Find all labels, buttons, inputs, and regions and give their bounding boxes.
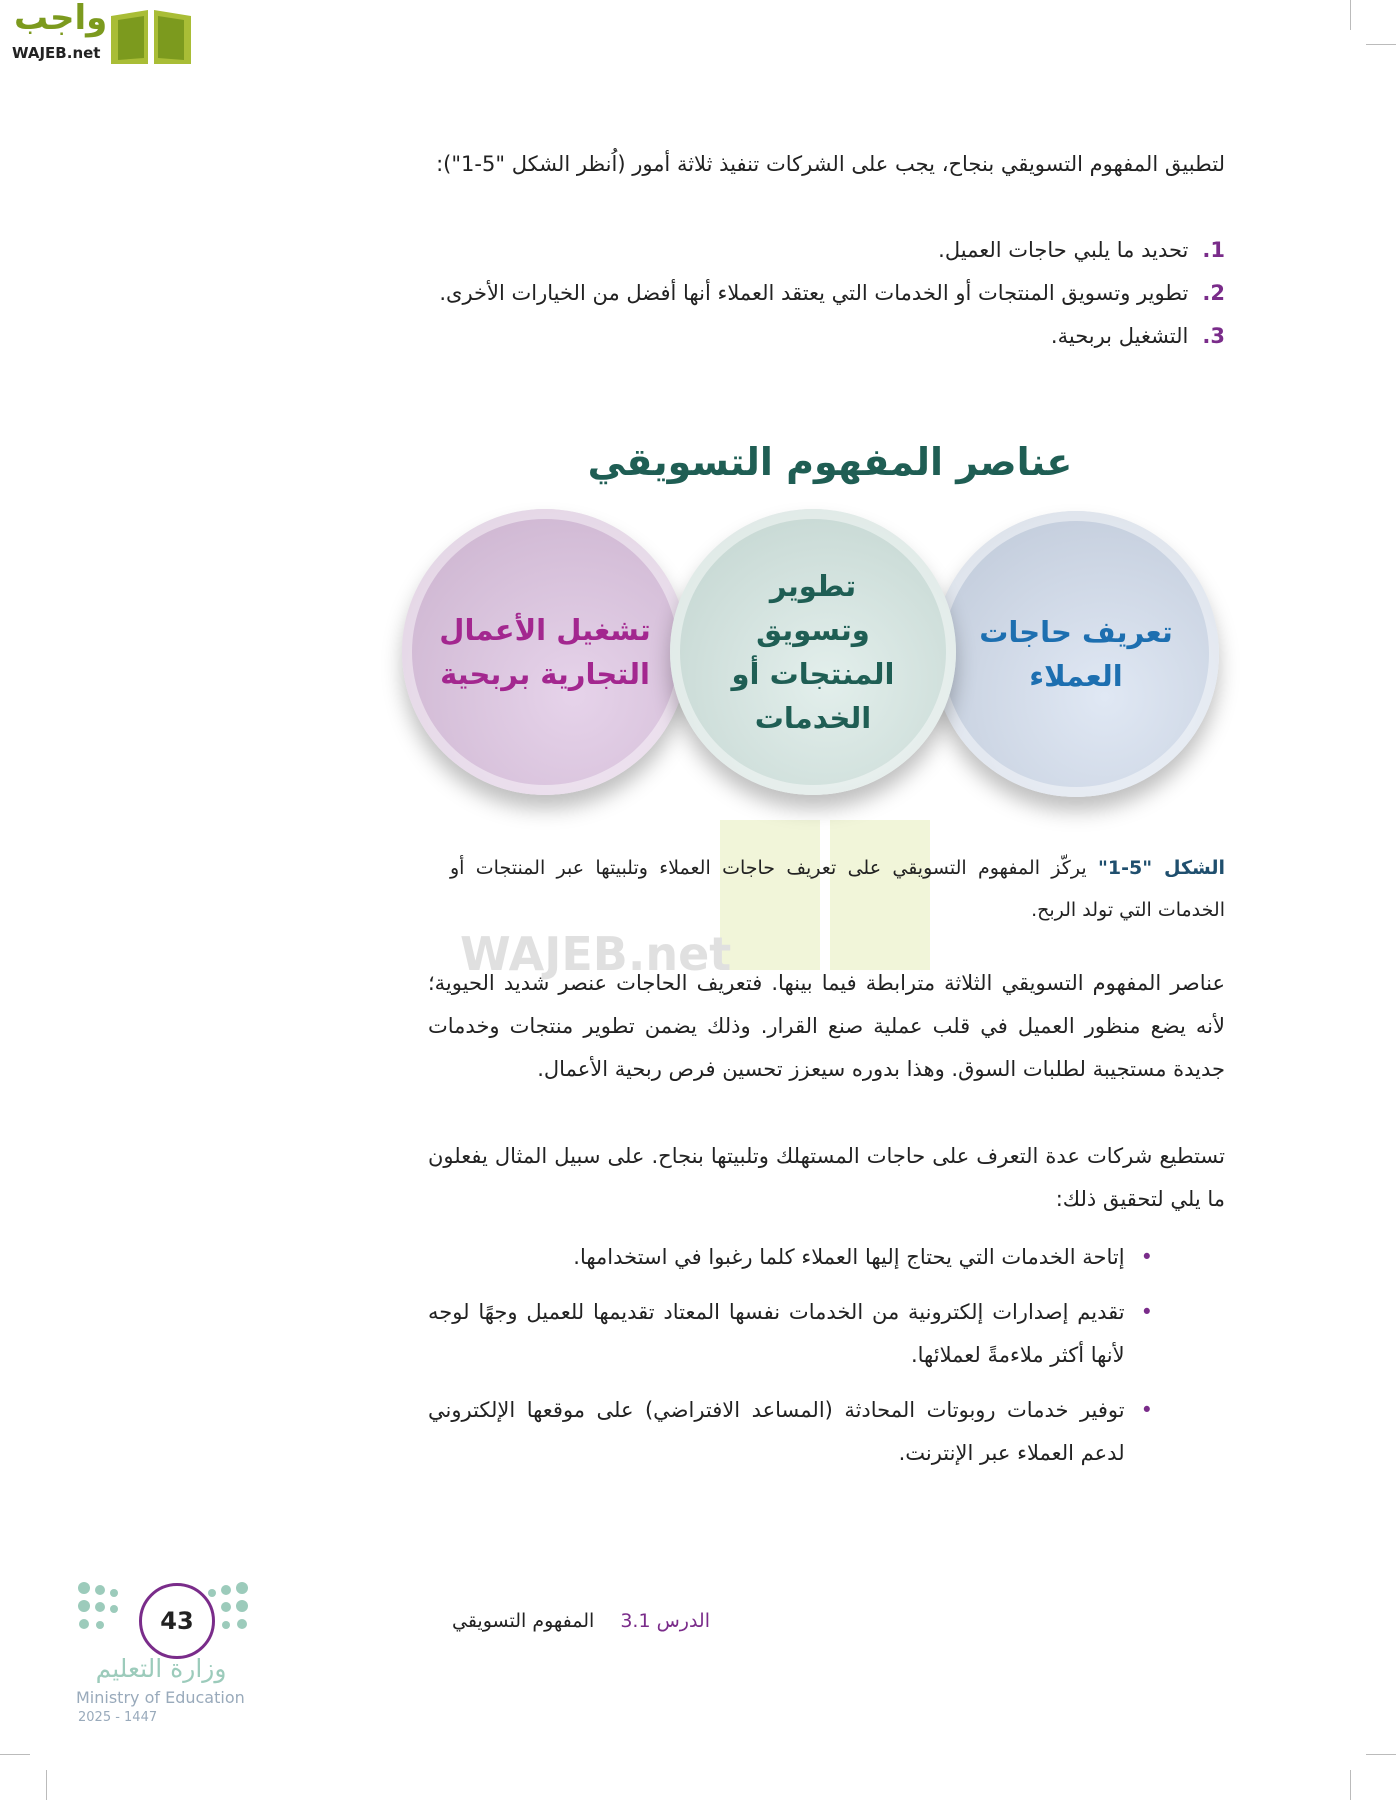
bullet-text: تقديم إصدارات إلكترونية من الخدمات نفسها المعتاد تقديمها للعميل وجهًا لوجه لأنها أكثر ملاءمةً لعملائها.	[428, 1300, 1125, 1367]
crop-mark	[1366, 1754, 1396, 1755]
item-number: 2.	[1202, 281, 1225, 305]
ministry-arabic: وزارة التعليم	[95, 1654, 227, 1683]
logo-arabic: واجب	[14, 0, 108, 38]
crop-mark	[46, 1770, 47, 1800]
bullet-icon: •	[1140, 1398, 1153, 1422]
wajeb-logo[interactable]	[8, 2, 193, 68]
item-number: 1.	[1202, 238, 1225, 262]
ministry-year: 2025 - 1447	[78, 1710, 158, 1725]
body-paragraph-1: عناصر المفهوم التسويقي الثلاثة مترابطة فيما بينها. فتعريف الحاجات عنصر شديد الحيوية؛ لأنه يضع منظور العميل في قلب عملية صنع القرار. وذلك يضمن تطوير منتجات وخدمات جديدة مستجيبة لطلبات السوق. وهذا بدوره سيعزز تحسين فرص ربحية الأعمال.	[428, 971, 1225, 1081]
figure-caption	[450, 847, 1225, 931]
caption-text: يركّز المفهوم التسويقي على تعريف حاجات العملاء وتلبيتها عبر المنتجات أو الخدمات التي تولد الربح.	[450, 857, 1225, 921]
list-item	[428, 315, 1225, 358]
svg-text:WAJEB.net: WAJEB.net	[460, 927, 732, 981]
ministry-logo	[76, 1580, 251, 1730]
book-icon	[106, 6, 196, 66]
circle-profitability: تشغيل الأعمال التجارية بربحية	[402, 509, 688, 795]
page-number: 43	[139, 1583, 215, 1659]
list-item	[428, 229, 1225, 272]
figure-title: عناصر المفهوم التسويقي	[587, 440, 1073, 484]
body-paragraph-2: تستطيع شركات عدة التعرف على حاجات المستهلك وتلبيتها بنجاح. على سبيل المثال يفعلون ما يلي لتحقيق ذلك:	[428, 1144, 1225, 1211]
item-text: التشغيل بربحية.	[1050, 324, 1189, 348]
circle-products-services: تطوير وتسويق المنتجات أو الخدمات	[670, 509, 956, 795]
footer-lesson	[425, 1610, 710, 1632]
crop-mark	[1366, 44, 1396, 45]
circle-customer-needs: تعريف حاجات العملاء	[933, 511, 1219, 797]
bullet-item	[428, 1389, 1153, 1475]
intro-list	[428, 229, 1225, 358]
bullet-icon: •	[1140, 1300, 1153, 1324]
ministry-english: Ministry of Education	[76, 1688, 245, 1707]
crop-mark	[0, 1754, 30, 1755]
lesson-title: المفهوم التسويقي	[451, 1610, 595, 1632]
bullet-item	[428, 1291, 1153, 1377]
bullet-icon: •	[1140, 1245, 1153, 1269]
crop-mark	[1350, 1770, 1351, 1800]
lesson-label: الدرس 3.1	[620, 1610, 710, 1632]
crop-mark	[1350, 0, 1351, 30]
list-item	[428, 272, 1225, 315]
caption-label: الشكل "5-1"	[1097, 857, 1225, 879]
item-text: تحديد ما يلبي حاجات العميل.	[938, 238, 1189, 262]
logo-latin: WAJEB.net	[12, 44, 101, 62]
item-text: تطوير وتسويق المنتجات أو الخدمات التي يعتقد العملاء أنها أفضل من الخيارات الأخرى.	[439, 281, 1189, 305]
item-number: 3.	[1202, 324, 1225, 348]
bullet-text: إتاحة الخدمات التي يحتاج إليها العملاء كلما رغبوا في استخدامها.	[573, 1245, 1125, 1269]
bullet-text: توفير خدمات روبوتات المحادثة (المساعد الافتراضي) على موقعها الإلكتروني لدعم العملاء عبر الإنترنت.	[428, 1398, 1125, 1465]
bullet-list	[428, 1236, 1153, 1475]
bullet-item	[428, 1236, 1153, 1279]
intro-paragraph: لتطبيق المفهوم التسويقي بنجاح، يجب على الشركات تنفيذ ثلاثة أمور (اُنظر الشكل "5-1"):	[436, 152, 1225, 176]
